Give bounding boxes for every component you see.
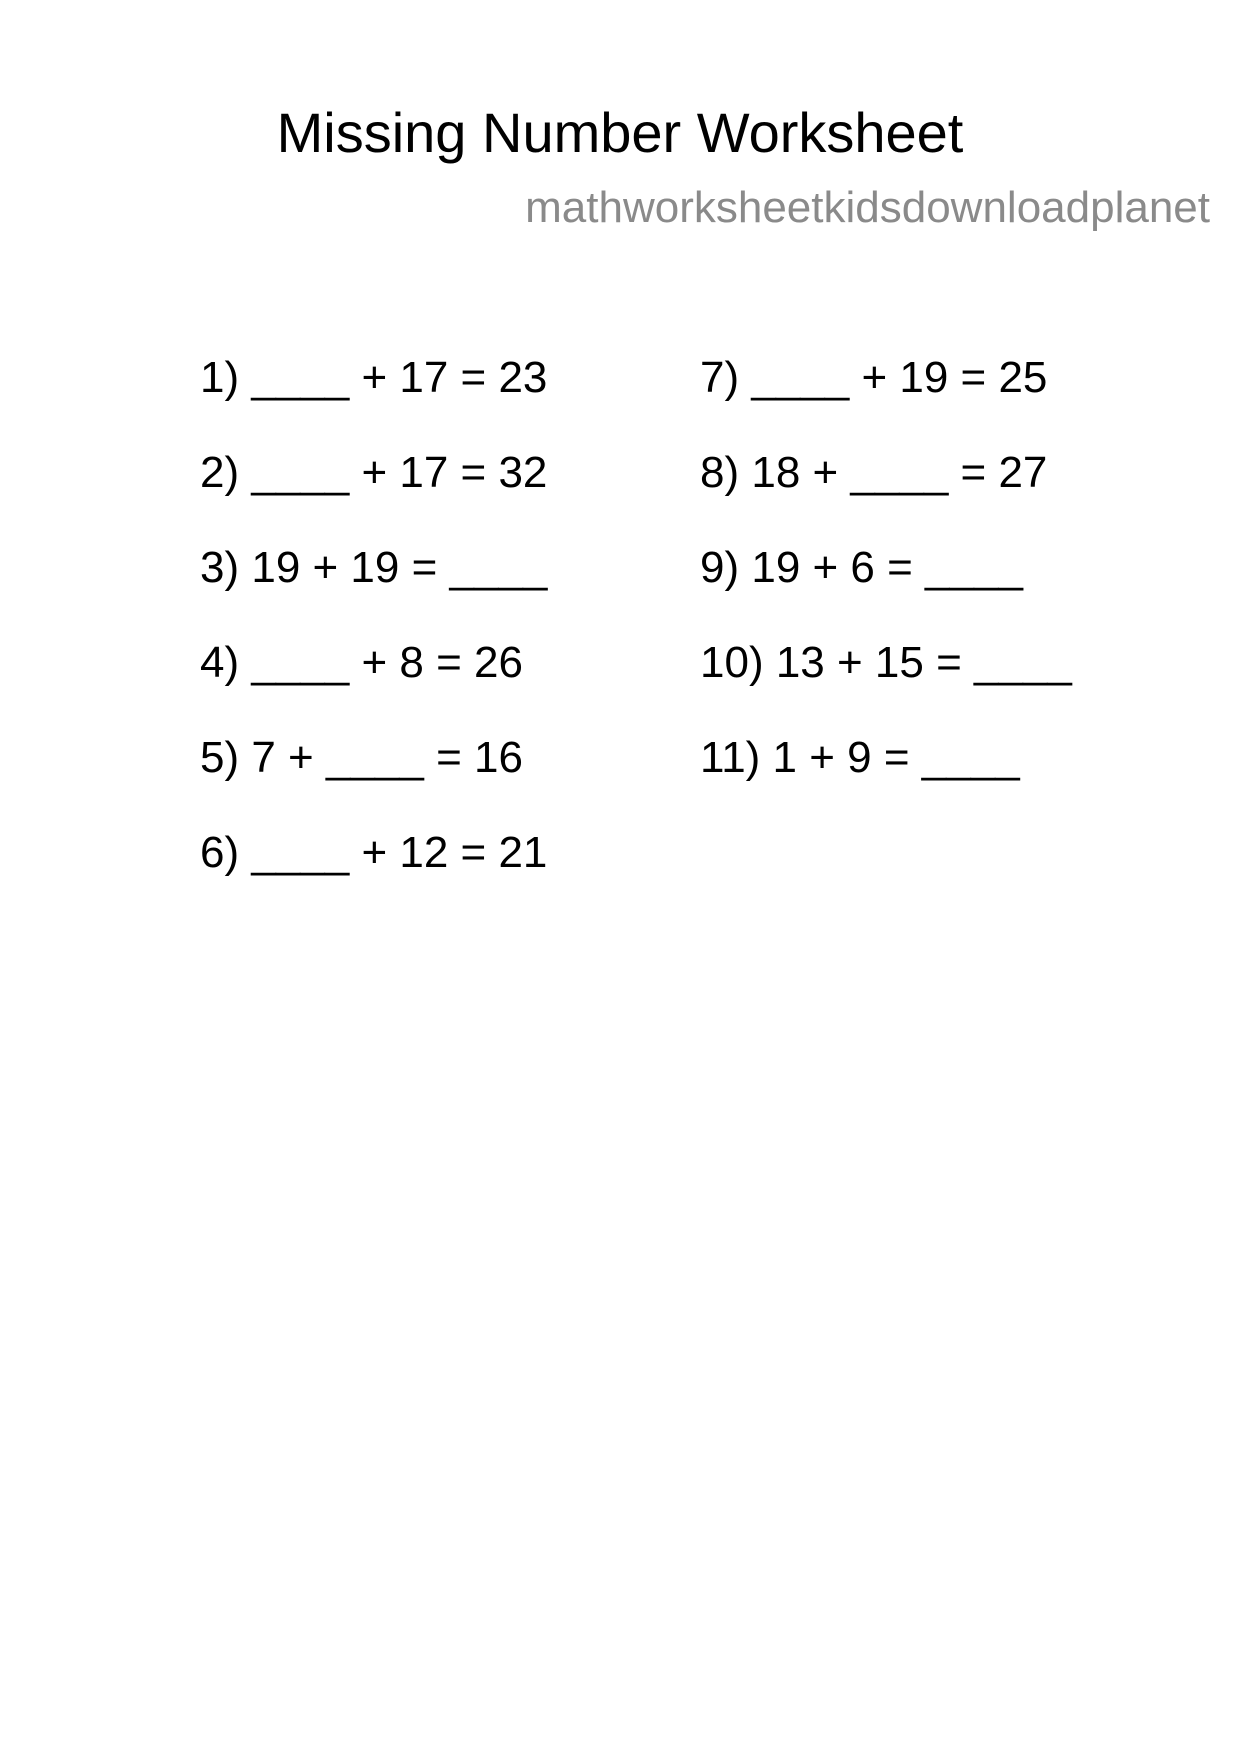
problem-4: 4) ____ + 8 = 26 — [200, 638, 523, 687]
problem-7: 7) ____ + 19 = 25 — [700, 353, 1048, 402]
problem-9: 9) 19 + 6 = ____ — [700, 543, 1023, 592]
problem-5: 5) 7 + ____ = 16 — [200, 733, 523, 782]
problem-3: 3) 19 + 19 = ____ — [200, 543, 548, 592]
problem-11: 11) 1 + 9 = ____ — [700, 733, 1020, 782]
problem-8: 8) 18 + ____ = 27 — [700, 448, 1048, 497]
problem-6: 6) ____ + 12 = 21 — [200, 828, 548, 877]
problems-right-column — [700, 348, 1072, 823]
problems-left-column — [200, 348, 547, 918]
site-watermark: mathworksheetkidsdownloadplanet — [525, 183, 1210, 232]
worksheet-title: Missing Number Worksheet — [276, 101, 964, 164]
problem-10: 10) 13 + 15 = ____ — [700, 638, 1072, 687]
problem-2: 2) ____ + 17 = 32 — [200, 448, 548, 497]
problem-1: 1) ____ + 17 = 23 — [200, 353, 548, 402]
